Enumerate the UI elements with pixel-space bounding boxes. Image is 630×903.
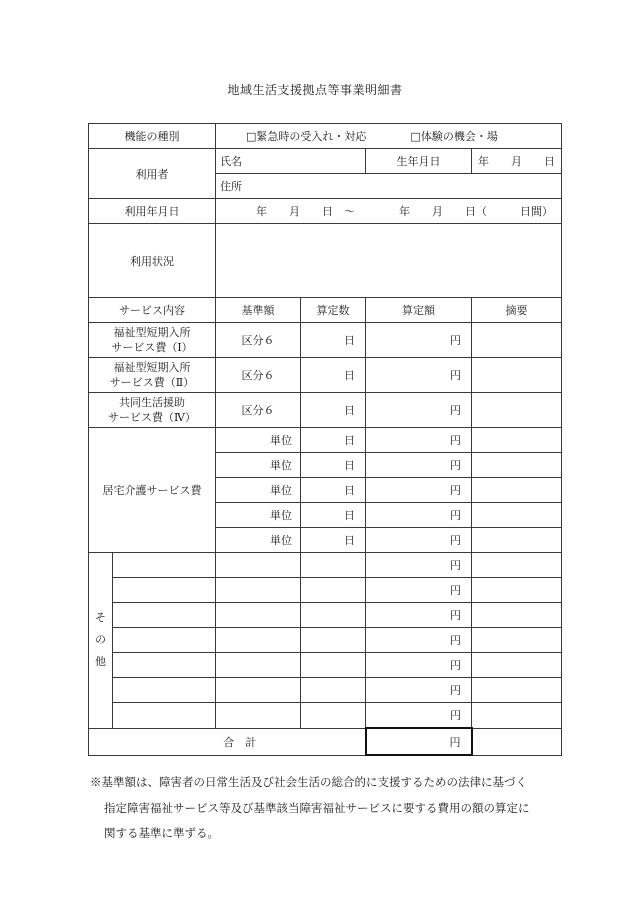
home-care-amount[interactable]: 円 [366,528,472,553]
checkbox-experience[interactable]: □体験の機会・場 [410,130,498,143]
home-care-amount[interactable]: 円 [366,428,472,453]
other-base[interactable] [216,653,301,678]
home-care-memo[interactable] [472,478,562,503]
other-amount[interactable]: 円 [366,603,472,628]
other-content[interactable] [113,628,216,653]
other-count[interactable] [301,553,366,578]
home-care-base[interactable]: 単位 [216,503,301,528]
other-amount[interactable]: 円 [366,703,472,729]
home-care-count[interactable]: 日 [301,528,366,553]
other-memo[interactable] [472,678,562,703]
other-amount[interactable]: 円 [366,653,472,678]
home-care-memo[interactable] [472,453,562,478]
footnote [90,770,580,847]
other-content[interactable] [113,703,216,729]
other-base[interactable] [216,578,301,603]
address-label: 住所 [220,180,243,193]
status-field[interactable] [216,224,562,298]
total-amount[interactable]: 円 [366,728,472,755]
service-base: 区分６ [216,323,301,358]
other-count[interactable] [301,653,366,678]
checkbox-emergency[interactable]: □緊急時の受入れ・対応 [246,130,367,143]
home-care-count[interactable]: 日 [301,453,366,478]
other-content[interactable] [113,578,216,603]
other-memo[interactable] [472,553,562,578]
other-content[interactable] [113,603,216,628]
service-memo[interactable] [472,393,562,428]
user-name-field[interactable] [216,149,366,174]
memo-header: 摘要 [472,298,562,323]
function-label: 機能の種別 [89,124,216,149]
use-date-field[interactable]: 年 月 日 ～ 年 月 日（ 日間） [216,199,562,224]
home-care-memo[interactable] [472,528,562,553]
home-care-count[interactable]: 日 [301,478,366,503]
home-care-label: 居宅介護サービス費 [89,428,216,553]
service-count[interactable]: 日 [301,358,366,393]
function-options[interactable] [216,124,562,149]
service-name: 福祉型短期入所 サービス費（Ⅱ） [89,358,216,393]
footnote-line: 関する基準に準ずる。 [104,826,219,840]
home-care-count[interactable]: 日 [301,503,366,528]
birth-date-field[interactable]: 年 月 日 [472,149,562,174]
service-base: 区分６ [216,358,301,393]
home-care-base[interactable]: 単位 [216,478,301,503]
other-content[interactable] [113,553,216,578]
service-count[interactable]: 日 [301,323,366,358]
service-amount[interactable]: 円 [366,323,472,358]
amount-header: 算定額 [366,298,472,323]
user-address-field[interactable] [216,174,562,199]
other-base[interactable] [216,553,301,578]
other-base[interactable] [216,628,301,653]
footnote-line: ※基準額は、障害者の日常生活及び社会生活の総合的に支援するための法律に基づく [90,775,527,789]
other-amount[interactable]: 円 [366,678,472,703]
statement-table [88,123,562,756]
other-count[interactable] [301,603,366,628]
service-amount[interactable]: 円 [366,393,472,428]
service-base: 区分６ [216,393,301,428]
status-label: 利用状況 [89,224,216,298]
user-label: 利用者 [89,149,216,199]
other-base[interactable] [216,603,301,628]
total-label: 合 計 [89,728,366,755]
other-memo[interactable] [472,603,562,628]
service-content-header: サービス内容 [89,298,216,323]
other-base[interactable] [216,678,301,703]
count-header: 算定数 [301,298,366,323]
other-memo[interactable] [472,703,562,729]
other-memo[interactable] [472,653,562,678]
other-amount[interactable]: 円 [366,628,472,653]
service-name: 共同生活援助 サービス費（Ⅳ） [89,393,216,428]
other-count[interactable] [301,703,366,729]
other-amount[interactable]: 円 [366,578,472,603]
document-title: 地域生活支援拠点等事業明細書 [227,83,403,97]
use-date-label: 利用年月日 [89,199,216,224]
other-memo[interactable] [472,578,562,603]
other-content[interactable] [113,653,216,678]
service-name: 福祉型短期入所 サービス費（Ⅰ） [89,323,216,358]
other-amount[interactable]: 円 [366,553,472,578]
service-count[interactable]: 日 [301,393,366,428]
home-care-base[interactable]: 単位 [216,453,301,478]
home-care-amount[interactable]: 円 [366,453,472,478]
total-memo[interactable] [472,728,562,755]
other-label: そ の 他 [89,553,113,729]
home-care-amount[interactable]: 円 [366,503,472,528]
other-count[interactable] [301,678,366,703]
other-content[interactable] [113,678,216,703]
name-label: 氏名 [220,155,243,168]
service-amount[interactable]: 円 [366,358,472,393]
footnote-line: 指定障害福祉サービス等及び基準該当障害福祉サービスに要する費用の額の算定に [104,800,530,815]
home-care-memo[interactable] [472,428,562,453]
home-care-base[interactable]: 単位 [216,528,301,553]
home-care-base[interactable]: 単位 [216,428,301,453]
home-care-amount[interactable]: 円 [366,478,472,503]
other-memo[interactable] [472,628,562,653]
base-header: 基準額 [216,298,301,323]
birth-label: 生年月日 [366,149,472,174]
other-count[interactable] [301,578,366,603]
home-care-memo[interactable] [472,503,562,528]
other-count[interactable] [301,628,366,653]
other-base[interactable] [216,703,301,729]
service-memo[interactable] [472,323,562,358]
home-care-count[interactable]: 日 [301,428,366,453]
service-memo[interactable] [472,358,562,393]
